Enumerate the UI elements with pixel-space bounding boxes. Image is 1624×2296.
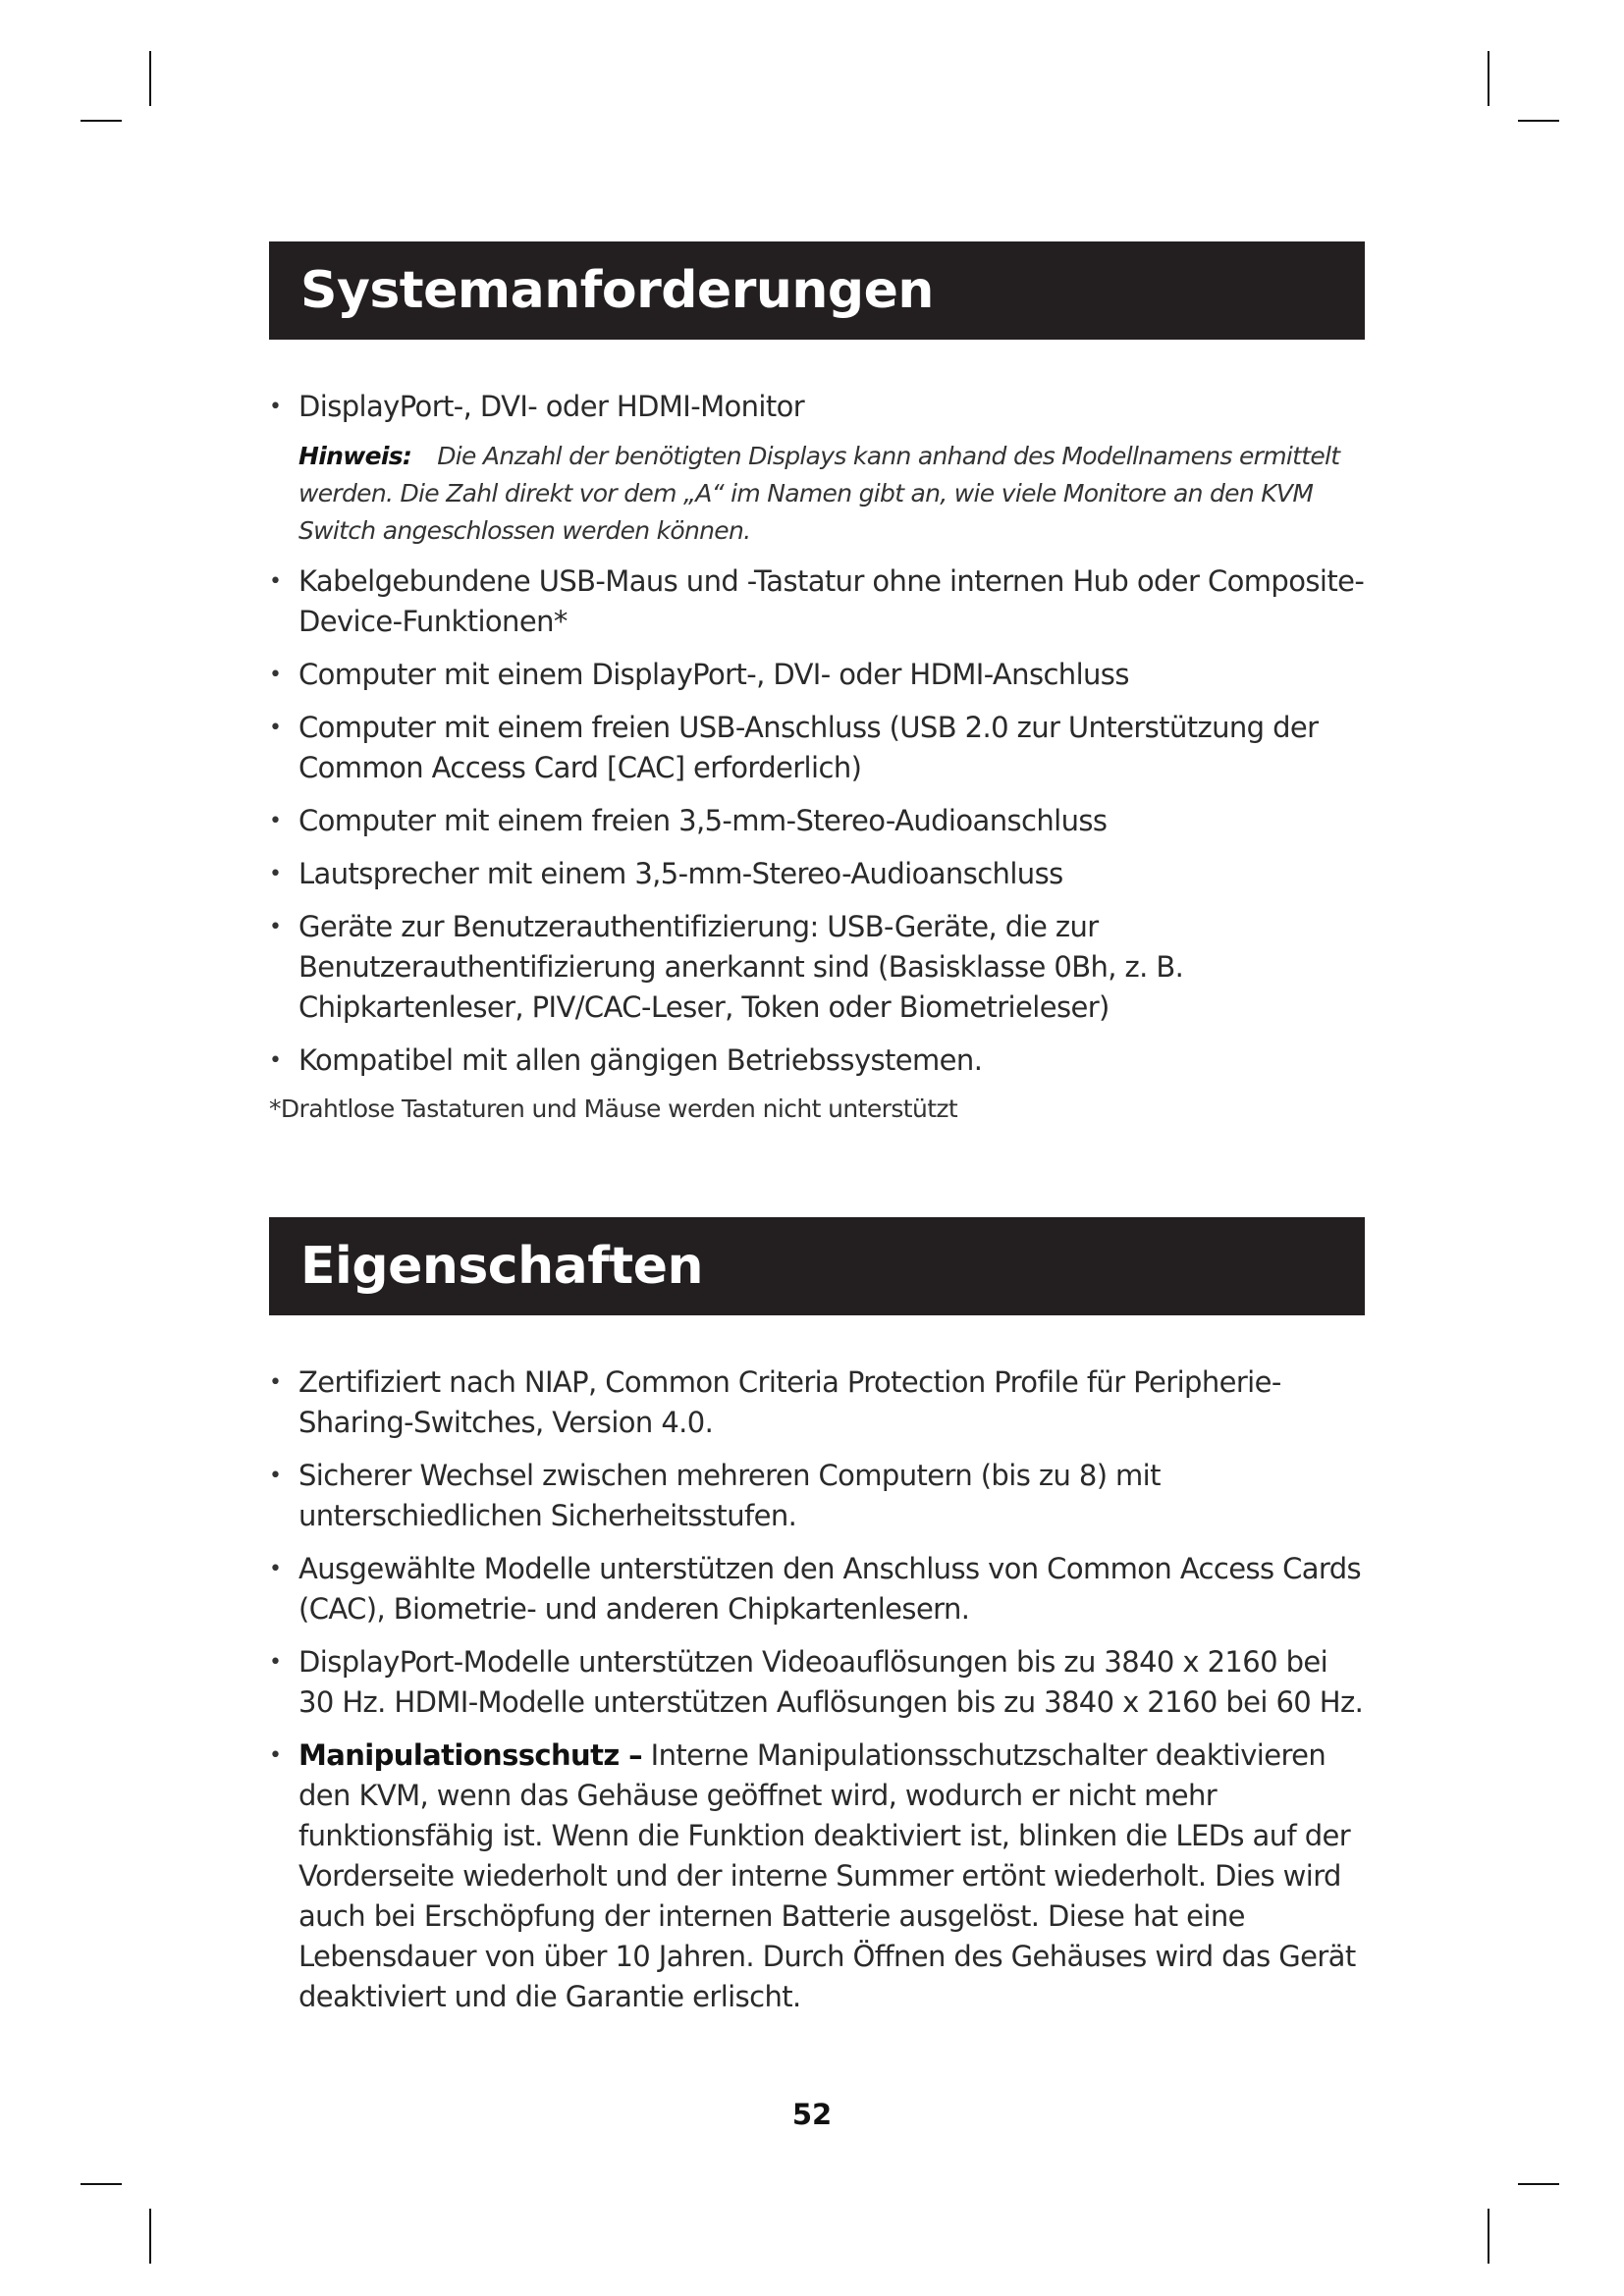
page-content <box>269 241 1365 2030</box>
bullet-icon: • <box>269 862 282 886</box>
footnote: *Drahtlose Tastaturen und Mäuse werden nicht unterstützt <box>269 1095 958 1123</box>
bullet-icon: • <box>269 395 282 419</box>
bullet-icon: • <box>269 809 282 833</box>
bullet-icon: • <box>269 663 282 687</box>
list-item: • Zertifiziert nach NIAP, Common Criteria Protection Profile für Peripherie-Sharing-Switches, Version 4.0. <box>269 1362 1365 1443</box>
list-item: • Lautsprecher mit einem 3,5-mm-Stereo-Audioanschluss <box>269 854 1365 894</box>
note-text: Die Anzahl der benötigten Displays kann anhand des Modellnamens ermittelt werden. Die Zahl direkt vor dem „A“ im Namen gibt an, wie viele Monitore an den KVM Switch angeschlossen werden können. <box>298 442 1340 545</box>
bullet-icon: • <box>269 1048 282 1073</box>
list-item: • Ausgewählte Modelle unterstützen den Anschluss von Common Access Cards (CAC), Biometrie- und anderen Chipkartenlesern. <box>269 1549 1365 1629</box>
section-systemanforderungen <box>269 241 1365 1127</box>
bullet-icon: • <box>269 569 282 594</box>
list-item: • Geräte zur Benutzerauthentifizierung: USB-Geräte, die zur Benutzerauthentifizierung anerkannt sind (Basisklasse 0Bh, z. B. Chipkartenleser, PIV/CAC-Leser, Token oder Biometrieleser) <box>269 907 1365 1028</box>
section-title: Systemanforderungen <box>269 241 1365 340</box>
page-number: 52 <box>791 2098 833 2131</box>
crop-mark <box>1488 2209 1489 2264</box>
bullet-icon: • <box>269 1743 282 1768</box>
feature-text: Interne Manipulationsschutzschalter deaktivieren den KVM, wenn das Gehäuse geöffnet wird, wodurch er nicht mehr funktionsfähig ist. Wenn die Funktion deaktiviert ist, blinken die LEDs auf der Vorderseite wiederholt und der interne Summer ertönt wiederholt. Dies wird auch bei Erschöpfung der internen Batterie ausgelöst. Diese hat eine Lebensdauer von über 10 Jahren. Durch Öffnen des Gehäuses wird das Gerät deaktiviert und die Garantie erlischt. <box>298 1738 1356 2013</box>
list-item: • Computer mit einem DisplayPort-, DVI- oder HDMI-Anschluss <box>269 655 1365 695</box>
crop-mark <box>81 120 122 122</box>
crop-mark <box>1518 2183 1559 2185</box>
requirements-list <box>269 387 1365 427</box>
crop-mark <box>149 2209 151 2264</box>
list-item: • Sicherer Wechsel zwischen mehreren Computern (bis zu 8) mit unterschiedlichen Sicherheitsstufen. <box>269 1456 1365 1536</box>
feature-label: Manipulationsschutz – <box>298 1738 643 1772</box>
note <box>269 438 1365 550</box>
bullet-icon: • <box>269 1464 282 1488</box>
list-item: • Computer mit einem freien USB-Anschluss (USB 2.0 zur Unterstützung der Common Access Card [CAC] erforderlich) <box>269 708 1365 788</box>
crop-mark <box>1518 120 1559 122</box>
bullet-icon: • <box>269 1370 282 1395</box>
crop-mark <box>149 51 151 106</box>
crop-mark <box>1488 51 1489 106</box>
list-item: • DisplayPort-, DVI- oder HDMI-Monitor <box>269 387 1365 427</box>
features-list <box>269 1362 1365 2017</box>
crop-mark <box>81 2183 122 2185</box>
list-item: • Kompatibel mit allen gängigen Betriebssystemen. <box>269 1041 1365 1081</box>
bullet-icon: • <box>269 915 282 939</box>
list-item: • DisplayPort-Modelle unterstützen Videoauflösungen bis zu 3840 x 2160 bei 30 Hz. HDMI-Modelle unterstützen Auflösungen bis zu 3840 x 2160 bei 60 Hz. <box>269 1642 1365 1723</box>
note-label: Hinweis: <box>298 442 412 470</box>
bullet-icon: • <box>269 1557 282 1581</box>
bullet-icon: • <box>269 1650 282 1675</box>
list-item: • Computer mit einem freien 3,5-mm-Stereo-Audioanschluss <box>269 801 1365 841</box>
list-item: • Kabelgebundene USB-Maus und -Tastatur ohne internen Hub oder Composite-Device-Funktionen* <box>269 561 1365 642</box>
bullet-icon: • <box>269 716 282 740</box>
section-eigenschaften <box>269 1217 1365 2017</box>
list-item-manipulationsschutz <box>269 1735 1365 2017</box>
section-title: Eigenschaften <box>269 1217 1365 1315</box>
requirements-list-continued <box>269 561 1365 1081</box>
